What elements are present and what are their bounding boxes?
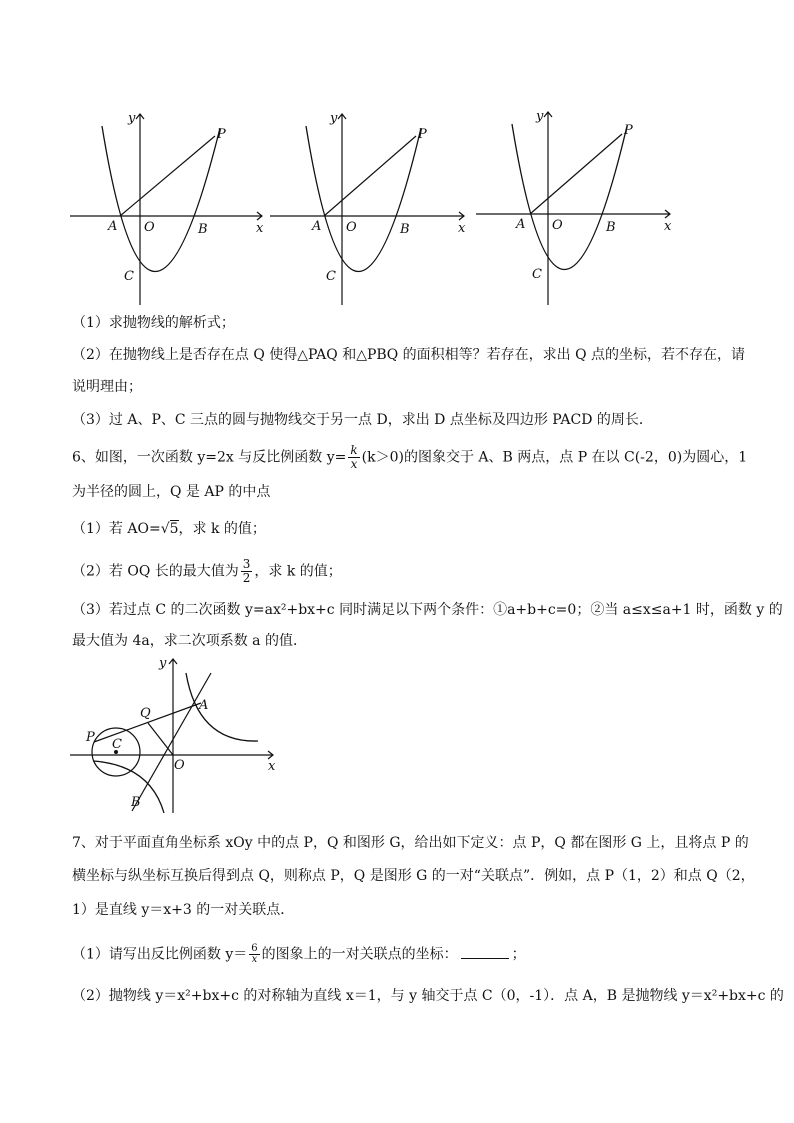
q6-fraction-k-over-x xyxy=(348,444,359,471)
label-a: A xyxy=(516,217,526,232)
q6-part2-text-b: ，求 k 的值； xyxy=(254,563,342,580)
parabola-figures xyxy=(62,100,682,305)
fraction-denominator: x xyxy=(350,457,358,471)
q7-statement-line-1: 7、对于平面直角坐标系 xOy 中的点 P，Q 和图形 G，给出如下定义：点 P，Q 都在图形 G 上，且将点 P 的 xyxy=(72,835,749,851)
label-b: B xyxy=(198,222,208,237)
label-c: C xyxy=(112,737,122,752)
q5-part-3: （3）过 A、P、C 三点的圆与抛物线交于另一点 D，求出 D 点坐标及四边形 PACD 的周长． xyxy=(72,412,653,428)
label-b: B xyxy=(131,795,141,810)
q7-fraction-6-over-x xyxy=(249,944,259,965)
label-x: x xyxy=(458,221,466,236)
label-b: B xyxy=(606,220,616,235)
label-a: A xyxy=(199,698,209,713)
q6-part-3-line-2: 最大值为 4a，求二次项系数 a 的值． xyxy=(72,633,307,649)
label-p: P xyxy=(86,730,95,745)
q5-part-1: （1）求抛物线的解析式； xyxy=(72,315,235,331)
segment-ap xyxy=(324,136,416,216)
label-o: O xyxy=(174,758,185,773)
label-c: C xyxy=(326,269,336,284)
q6-part-3-line-1: （3）若过点 C 的二次函数 y=ax²+bx+c 同时满足以下两个条件：①a+b+c=0；②当 a≤x≤a+1 时，函数 y 的 xyxy=(72,602,783,618)
label-c: C xyxy=(532,267,542,282)
label-y: y xyxy=(159,656,167,671)
label-y: y xyxy=(330,111,338,126)
label-p: P xyxy=(624,123,633,138)
fraction-denominator: 2 xyxy=(242,571,251,585)
q6-part1-text-b: ，求 k 的值； xyxy=(178,521,266,537)
label-b: B xyxy=(400,222,410,237)
q6-part-2 xyxy=(72,558,342,585)
label-o: O xyxy=(346,220,357,235)
label-x: x xyxy=(256,221,264,236)
label-o: O xyxy=(552,218,563,233)
answer-blank[interactable] xyxy=(461,958,509,959)
parabola-curve xyxy=(102,126,220,272)
label-x: x xyxy=(664,219,672,234)
parabola-curve xyxy=(512,124,627,270)
q6-line1-part-b: (k＞0)的图象交于 A、B 两点，点 P 在以 C(-2，0)为圆心，1 xyxy=(361,449,748,466)
label-p: P xyxy=(418,127,427,142)
q6-line1-part-a: 6、如图，一次函数 y=2x 与反比例函数 y= xyxy=(72,449,347,466)
label-q: Q xyxy=(140,706,151,721)
hyperbola-branch-2 xyxy=(93,761,164,813)
label-y: y xyxy=(536,109,544,124)
label-c: C xyxy=(124,269,134,284)
q7-statement-line-3: 1）是直线 y＝x+3 的一对关联点． xyxy=(72,902,295,918)
fraction-denominator: x xyxy=(251,954,258,965)
parabola-graph-2 xyxy=(268,100,473,305)
fraction-numerator: 3 xyxy=(242,557,251,571)
parabola-figure-1 xyxy=(62,100,267,305)
q6-part1-text-a: （1）若 AO= xyxy=(72,521,161,537)
parabola-graph-3 xyxy=(474,100,679,305)
line-y-equals-2x xyxy=(132,673,211,811)
sqrt-symbol: √ xyxy=(160,521,170,537)
label-a: A xyxy=(312,219,322,234)
parabola-figure-3 xyxy=(474,100,679,305)
label-y: y xyxy=(128,111,136,126)
q7-part-1 xyxy=(72,944,526,965)
q6-figure xyxy=(68,653,283,813)
q5-part-2-line-2: 说明理由； xyxy=(72,379,142,395)
parabola-graph-1 xyxy=(62,100,267,305)
label-a: A xyxy=(108,219,118,234)
q7-part1-text-c: ； xyxy=(511,946,526,963)
q6-fraction-three-halves xyxy=(241,558,253,585)
parabola-figure-2 xyxy=(268,100,473,305)
label-o: O xyxy=(144,220,155,235)
label-x: x xyxy=(268,759,276,774)
segment-ap xyxy=(120,136,215,216)
sqrt-radicand: 5 xyxy=(169,521,179,537)
segment-oq xyxy=(148,723,173,755)
q6-statement-line-2: 为半径的圆上，Q 是 AP 的中点 xyxy=(72,484,271,500)
q7-part1-text-b: 的图象上的一对关联点的坐标： xyxy=(261,946,458,963)
q7-part1-text-a: （1）请写出反比例函数 y＝ xyxy=(72,946,248,963)
fraction-numerator: 6 xyxy=(251,943,258,954)
fraction-numerator: k xyxy=(350,443,358,457)
q6-part2-text-a: （2）若 OQ 长的最大值为 xyxy=(72,563,239,580)
hyperbola-branch-1 xyxy=(186,673,258,741)
q5-part-2-line-1: （2）在抛物线上是否存在点 Q 使得△PAQ 和△PBQ 的面积相等？若存在，求出 Q 点的坐标，若不存在，请 xyxy=(72,347,746,363)
segment-ap xyxy=(530,134,622,214)
q6-statement-line-1 xyxy=(72,444,747,471)
q7-part-2: （2）抛物线 y＝x²+bx+c 的对称轴为直线 x＝1，与 y 轴交于点 C（0，-1）．点 A，B 是抛物线 y＝x²+bx+c 的 xyxy=(72,988,784,1004)
parabola-curve xyxy=(306,126,421,272)
q6-part-1 xyxy=(72,519,266,539)
label-p: P xyxy=(217,127,226,142)
q7-statement-line-2: 横坐标与纵坐标互换后得到点 Q，则称点 P，Q 是图形 G 的一对“关联点”．例如，点 P（1，2）和点 Q（2， xyxy=(72,868,755,884)
q6-graph xyxy=(68,653,283,813)
